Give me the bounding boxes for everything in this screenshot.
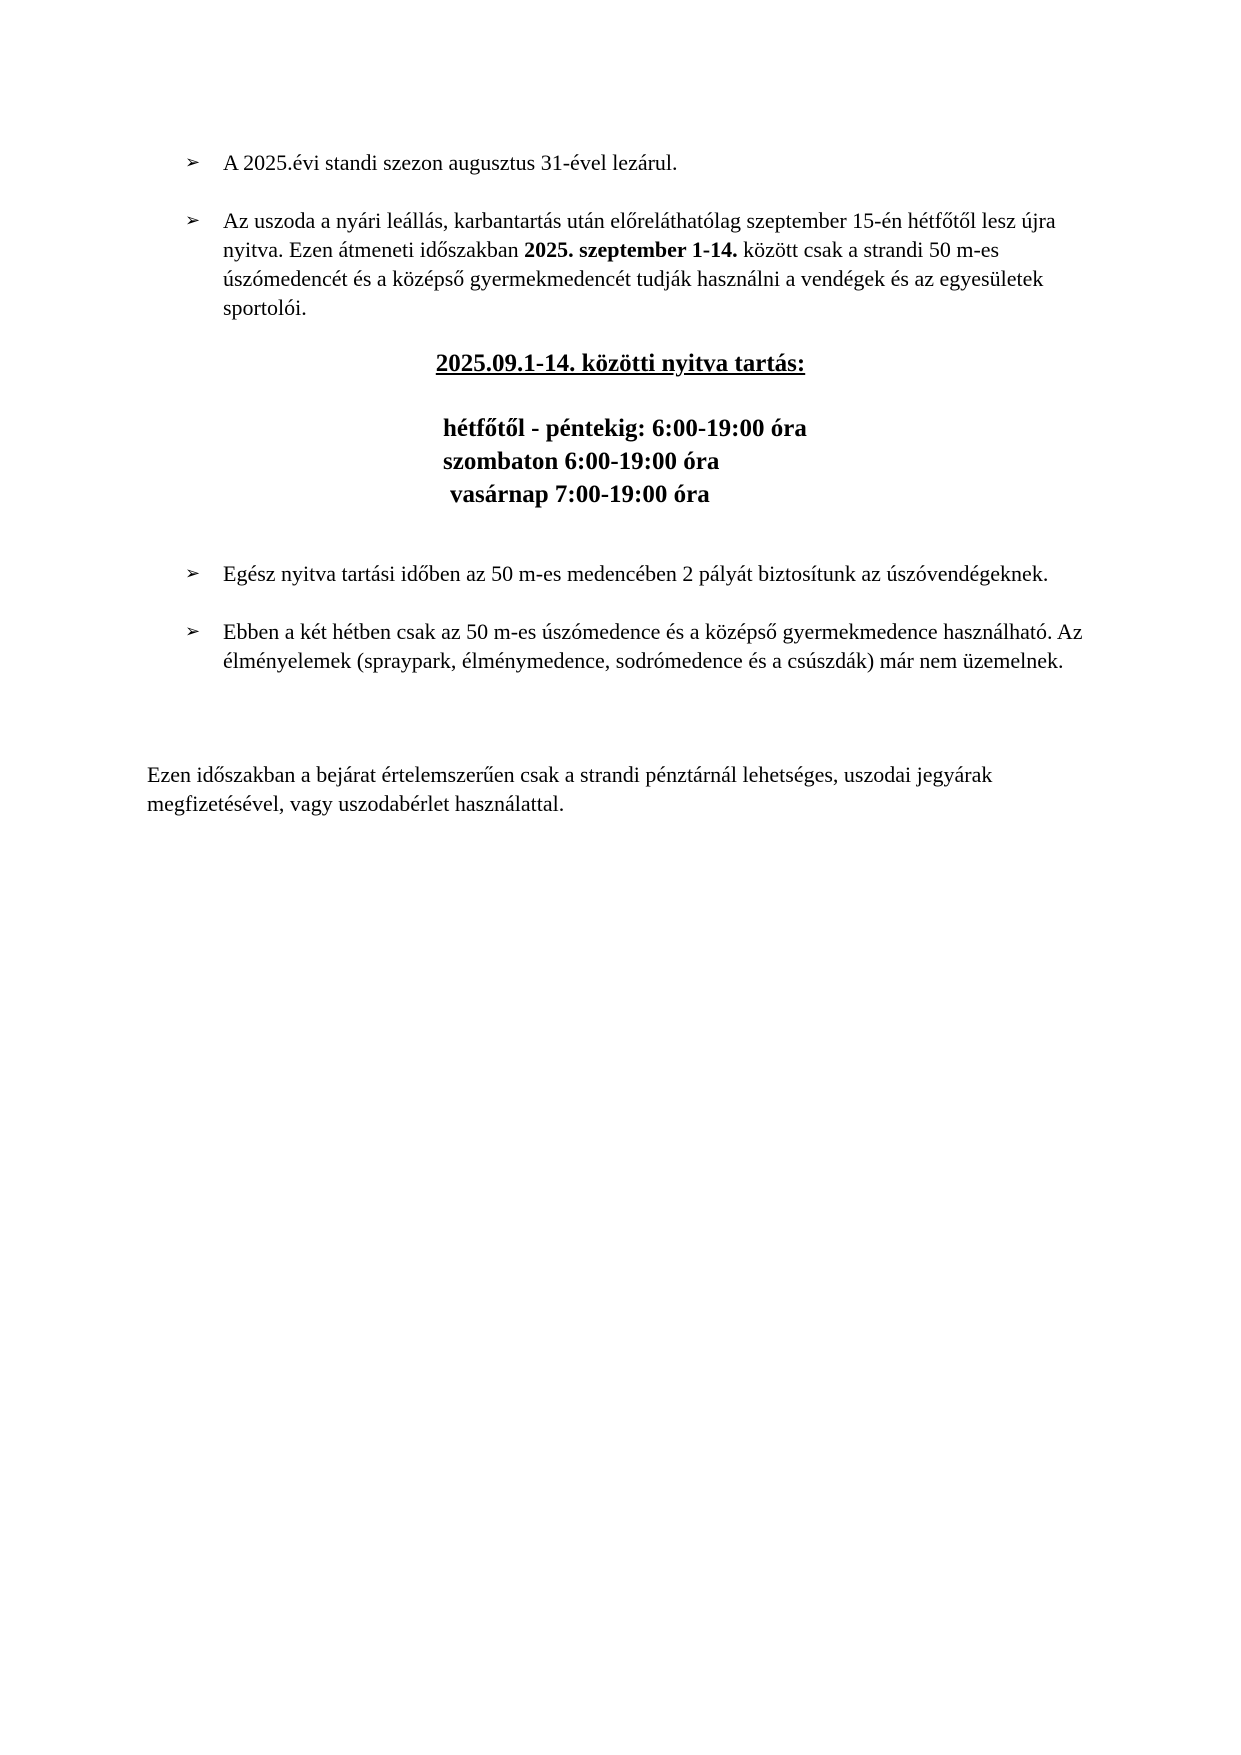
bullet-text-part: Az uszoda a nyári leállás, karbantartás után előreláthatólag szeptember 15-én hétfőtől lesz újra nyitva. Ezen átmeneti időszakban — [223, 208, 1056, 262]
bullet-text: A 2025.évi standi szezon augusztus 31-ével lezárul. — [223, 150, 678, 175]
bullet-lanes — [185, 559, 1105, 588]
bullet-attractions — [185, 617, 1105, 675]
bullet-text: Ebben a két hétben csak az 50 m-es úszómedence és a középső gyermekmedence használható. Az élményelemek (spraypark, élménymedence, sodrómedence és a csúszdák) már nem üzemelnek. — [223, 619, 1083, 673]
bullet-pool-reopening — [185, 206, 1105, 322]
opening-hours-heading — [0, 348, 1241, 380]
hours-sunday: vasárnap 7:00-19:00 óra — [450, 481, 710, 508]
bullet-text — [223, 206, 1105, 322]
arrow-bullet-icon: ➢ — [185, 152, 201, 172]
arrow-bullet-icon: ➢ — [185, 563, 201, 583]
arrow-bullet-icon: ➢ — [185, 621, 201, 641]
bullet-season-closing — [185, 148, 1105, 177]
bullet-text-bold-date: 2025. szeptember 1-14. — [524, 237, 738, 262]
hours-weekdays: hétfőtől - péntekig: 6:00-19:00 óra — [443, 415, 807, 442]
bullet-text-part: között csak a strandi 50 m-es úszómedencét és a középső gyermekmedencét tudják használni a vendégek és az egyesületek sportolói. — [223, 237, 1044, 320]
arrow-bullet-icon: ➢ — [185, 210, 201, 230]
bullet-text: Egész nyitva tartási időben az 50 m-es medencében 2 pályát biztosítunk az úszóvendégeknek. — [223, 561, 1049, 586]
heading-text: 2025.09.1-14. közötti nyitva tartás: — [435, 350, 806, 377]
closing-paragraph: Ezen időszakban a bejárat értelemszerűen csak a strandi pénztárnál lehetséges, uszodai jegyárak megfizetésével, vagy uszodabérlet használattal. — [147, 762, 993, 816]
hours-saturday: szombaton 6:00-19:00 óra — [443, 448, 720, 475]
